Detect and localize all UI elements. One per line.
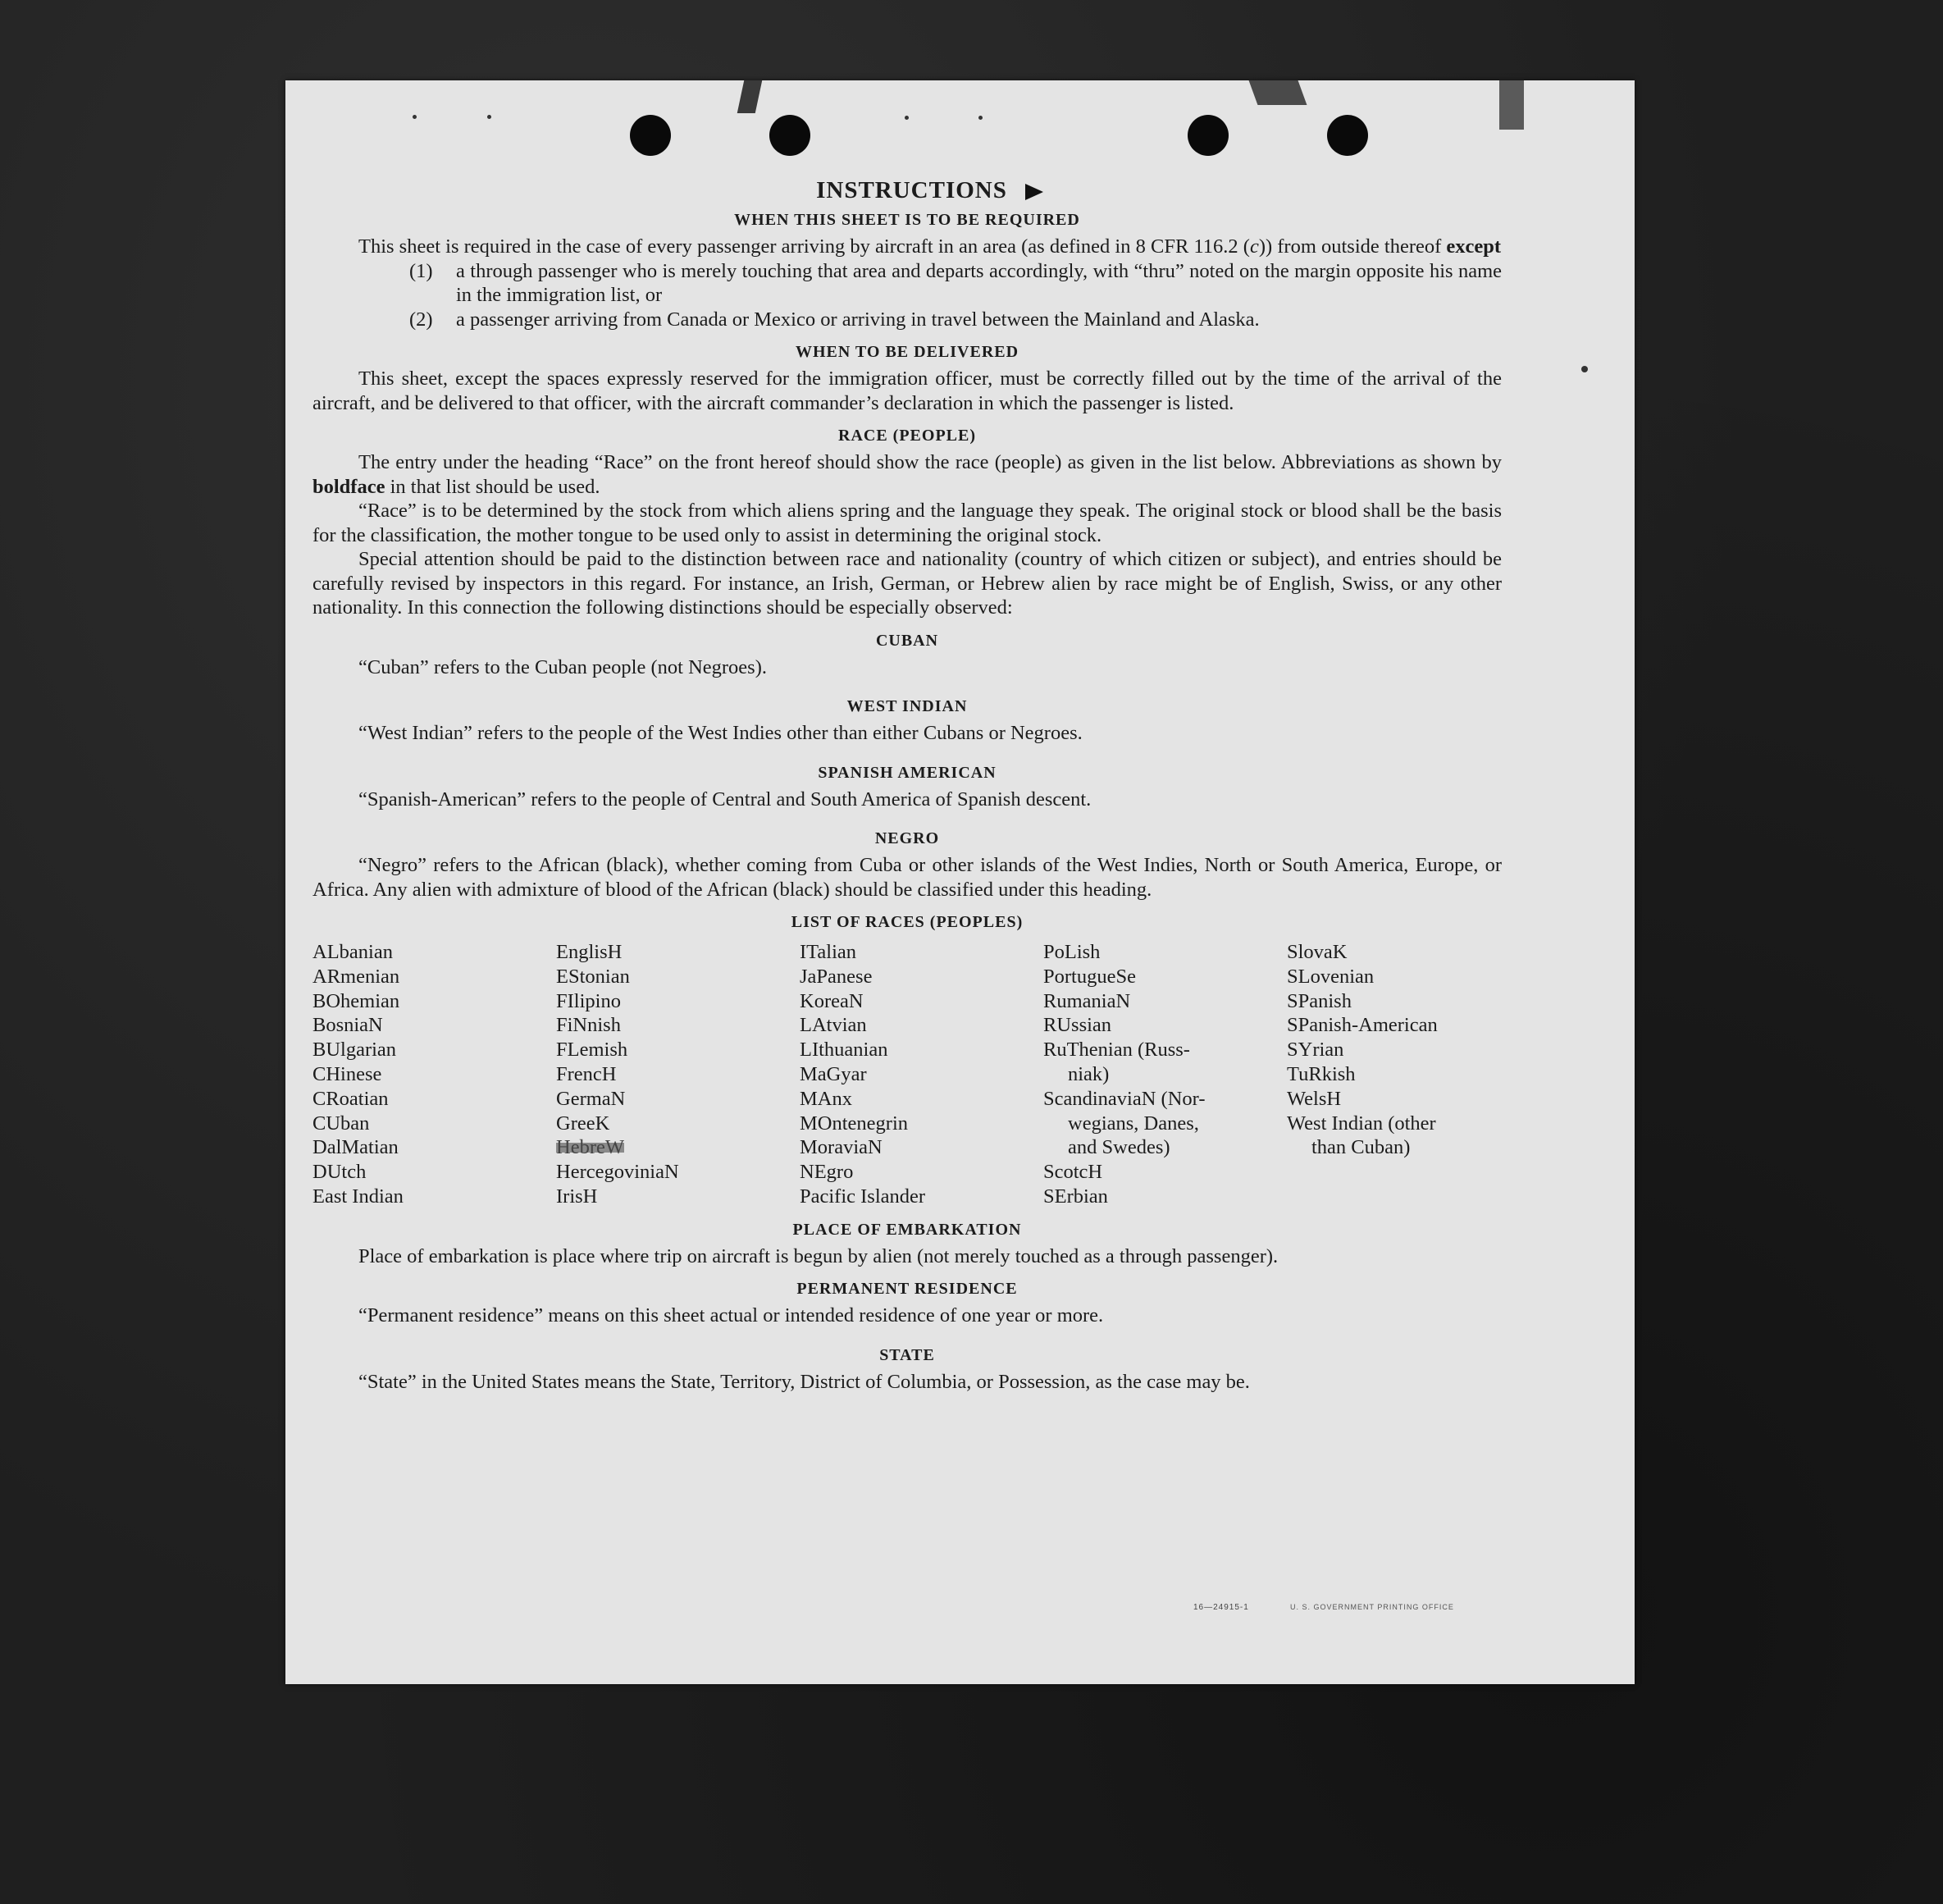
race-entry: IrisH	[556, 1185, 598, 1208]
text-segment: except	[1446, 235, 1502, 258]
paragraph-permanent-residence: “Permanent residence” means on this sheet actual or intended residence of one year or more.	[358, 1304, 1104, 1327]
race-entry: MOntenegrin	[800, 1112, 908, 1135]
races-list	[312, 940, 1502, 1209]
dust-speck	[978, 116, 983, 120]
item-text: a through passenger who is merely touching that area and departs accordingly, with “thru” noted on the margin opposite his name in the immigration list, or	[456, 259, 1502, 306]
race-entry: GreeK	[556, 1112, 610, 1135]
item-text: a passenger arriving from Canada or Mexico or arriving in travel between the Mainland and Alaska.	[456, 308, 1260, 331]
race-entry: WelsH	[1287, 1087, 1342, 1110]
heading-when-delivered: WHEN TO BE DELIVERED	[795, 343, 1019, 361]
punch-hole	[1188, 115, 1229, 156]
race-entry: SPanish-American	[1287, 1014, 1438, 1037]
punch-hole	[630, 115, 671, 156]
race-entry: FrencH	[556, 1062, 617, 1085]
pointer-arrow-icon	[1025, 184, 1043, 200]
race-entry: SlovaK	[1287, 941, 1348, 963]
race-entry: DalMatian	[312, 1136, 399, 1159]
race-entry: GermaN	[556, 1087, 626, 1110]
race-entry: DUtch	[312, 1161, 367, 1184]
race-entry-continued: wegians, Danes,	[1068, 1112, 1199, 1135]
race-entry: SLovenian	[1287, 965, 1375, 988]
text-segment: )) from outside thereof	[1258, 235, 1447, 258]
race-entry: Pacific Islander	[800, 1185, 926, 1208]
punch-hole	[769, 115, 810, 156]
dust-speck	[413, 115, 417, 119]
race-entry: MAnx	[800, 1087, 852, 1110]
dust-speck	[1581, 366, 1588, 372]
text-segment: c	[1249, 235, 1259, 258]
race-entry-continued: and Swedes)	[1068, 1136, 1170, 1159]
race-entry: FIlipino	[556, 989, 621, 1012]
race-entry-struck	[556, 1135, 800, 1160]
paragraph-state: “State” in the United States means the State, Territory, District of Columbia, or Possession, as the case may be.	[358, 1370, 1250, 1393]
race-entry: SPanish	[1287, 989, 1352, 1012]
race-entry: MoraviaN	[800, 1136, 883, 1159]
paper-tear	[1499, 80, 1524, 130]
paragraph-race-3: Special attention should be paid to the distinction between race and nationality (country of which citizen or subject), and entries should be carefully revised by inspectors in this regard. For instance, an Irish, German, or Hebrew alien by race might be of English, Swiss, or any other nationality. In this connection the following distinctions should be especially observed:	[312, 548, 1502, 619]
race-entry: JaPanese	[800, 965, 873, 988]
race-entry: ScotcH	[1043, 1161, 1103, 1184]
struck-race-text: HebreW	[556, 1136, 624, 1159]
paragraph-race-2: “Race” is to be determined by the stock from which aliens spring and the language they speak. The original stock or blood shall be the basis for the classification, the mother tongue to be used only to assist in determining the original stock.	[312, 500, 1502, 546]
race-entry: EStonian	[556, 965, 630, 988]
race-entry: CUban	[312, 1112, 370, 1135]
exception-item	[409, 259, 1502, 308]
race-entry: NEgro	[800, 1161, 854, 1184]
race-entry: BOhemian	[312, 989, 400, 1012]
race-entry: TuRkish	[1287, 1062, 1356, 1085]
races-column-4	[1043, 940, 1287, 1209]
race-entry: ARmenian	[312, 965, 400, 988]
form-number: 16—24915-1	[1193, 1603, 1249, 1612]
item-number: (1)	[409, 259, 433, 282]
heading-spanish-american: SPANISH AMERICAN	[818, 763, 997, 782]
race-entry: ALbanian	[312, 941, 393, 963]
race-entry: ScandinaviaN (Nor-	[1043, 1087, 1206, 1110]
page-title	[312, 177, 1502, 204]
races-column-1	[312, 940, 556, 1209]
race-entry: PoLish	[1043, 941, 1101, 963]
races-column-3	[800, 940, 1043, 1209]
instruction-sheet	[285, 80, 1635, 1684]
race-entry: PortugueSe	[1043, 965, 1136, 988]
paragraph-negro: “Negro” refers to the African (black), whether coming from Cuba or other islands of the West Indies, North or South America, Europe, or Africa. Any alien with admixture of blood of the African (black) should be classified under this heading.	[312, 854, 1502, 901]
heading-west-indian: WEST INDIAN	[846, 697, 968, 715]
race-entry-continued: niak)	[1068, 1062, 1110, 1085]
races-column-5	[1287, 940, 1502, 1209]
race-entry: East Indian	[312, 1185, 404, 1208]
instructions-content	[312, 177, 1502, 1394]
race-entry: FLemish	[556, 1039, 628, 1062]
race-entry: SYrian	[1287, 1039, 1344, 1062]
dust-speck	[905, 116, 909, 120]
race-entry: BosniaN	[312, 1014, 383, 1037]
punch-hole	[1327, 115, 1368, 156]
race-entry: HercegoviniaN	[556, 1161, 679, 1184]
paragraph-spanish-american: “Spanish-American” refers to the people of Central and South America of Spanish descent.	[358, 788, 1092, 810]
item-number: (2)	[409, 308, 433, 331]
paper-tear	[1249, 80, 1307, 105]
text-segment: The entry under the heading “Race” on the front hereof should show the race (people) as given in the list below. Abbreviations as shown by	[358, 451, 1502, 473]
text-segment: This sheet is required in the case of every passenger arriving by aircraft in an area (as defined in 8 CFR 116.2 (	[358, 235, 1250, 258]
race-entry: West Indian (other	[1287, 1112, 1436, 1135]
race-entry: LAtvian	[800, 1014, 867, 1037]
races-column-2	[556, 940, 800, 1209]
race-entry: MaGyar	[800, 1062, 867, 1085]
paragraph-race-1	[312, 450, 1502, 499]
race-entry: SErbian	[1043, 1185, 1108, 1208]
race-entry: FiNnish	[556, 1014, 621, 1037]
heading-when-required: WHEN THIS SHEET IS TO BE REQUIRED	[734, 211, 1080, 229]
race-entry-continued: than Cuban)	[1311, 1136, 1411, 1159]
heading-state: STATE	[879, 1345, 935, 1364]
text-segment: boldface	[312, 475, 385, 498]
race-entry: ITalian	[800, 941, 857, 963]
paragraph-west-indian: “West Indian” refers to the people of the West Indies other than either Cubans or Negroes.	[358, 722, 1083, 744]
heading-permanent-residence: PERMANENT RESIDENCE	[796, 1280, 1018, 1299]
exception-item	[409, 308, 1502, 332]
race-entry: RUssian	[1043, 1014, 1112, 1037]
heading-cuban: CUBAN	[875, 631, 939, 650]
heading-negro: NEGRO	[874, 829, 940, 847]
dust-speck	[487, 115, 491, 119]
paper-tear	[737, 80, 763, 113]
race-entry: EnglisH	[556, 941, 623, 963]
printing-office-imprint: U. S. GOVERNMENT PRINTING OFFICE	[1290, 1603, 1454, 1611]
page-title-text: INSTRUCTIONS	[816, 177, 1007, 203]
race-entry: BUlgarian	[312, 1039, 397, 1062]
paragraph-when-delivered: This sheet, except the spaces expressly reserved for the immigration officer, must be correctly filled out by the time of the arrival of the aircraft, and be delivered to that officer, with the aircraft commander’s declaration in which the passenger is listed.	[312, 368, 1502, 414]
race-entry: RumaniaN	[1043, 989, 1131, 1012]
heading-race: RACE (PEOPLE)	[838, 427, 976, 445]
text-segment: in that list should be used.	[385, 475, 600, 498]
paragraph-embarkation: Place of embarkation is place where trip on aircraft is begun by alien (not merely touched as a through passenger).	[358, 1244, 1279, 1267]
heading-embarkation: PLACE OF EMBARKATION	[792, 1220, 1022, 1239]
race-entry: KoreaN	[800, 989, 864, 1012]
race-entry: CRoatian	[312, 1087, 389, 1110]
race-entry: RuThenian (Russ-	[1043, 1039, 1190, 1062]
paragraph-cuban: “Cuban” refers to the Cuban people (not Negroes).	[358, 655, 767, 678]
paragraph-when-required	[312, 235, 1502, 259]
heading-list-of-races: LIST OF RACES (PEOPLES)	[791, 913, 1024, 931]
race-entry: LIthuanian	[800, 1039, 888, 1062]
race-entry: CHinese	[312, 1062, 382, 1085]
